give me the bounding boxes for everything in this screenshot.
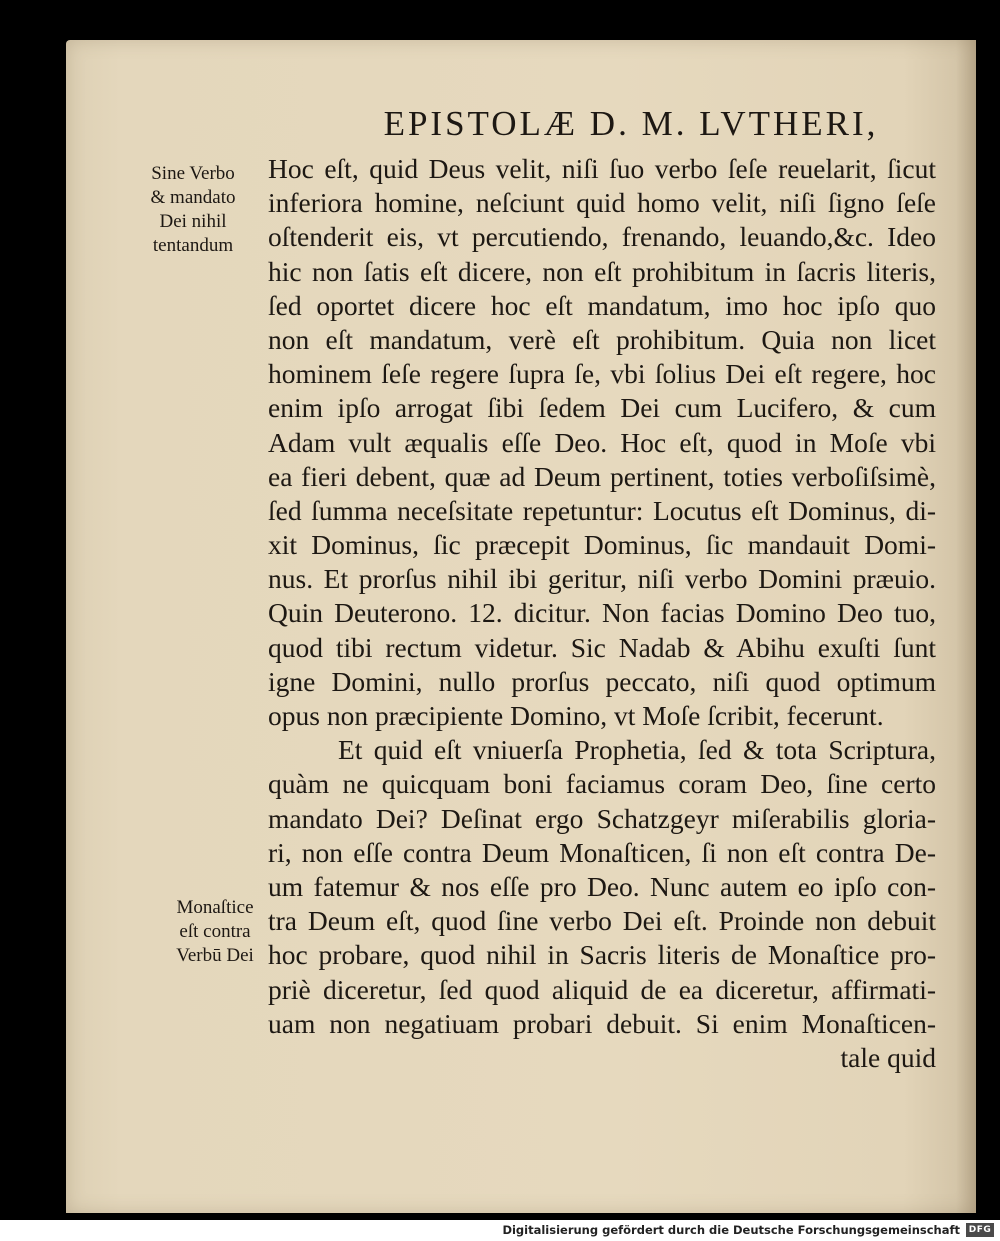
text-line: non eſt mandatum, verè eſt prohibitum. Quia non licet (268, 323, 936, 355)
text-line: opus non præcipiente Domino, vt Moſe ſcribit, fecerunt. (268, 700, 884, 731)
dfg-logo: DFG (966, 1223, 994, 1237)
margin-note-line: Dei nihil (159, 211, 227, 232)
margin-note-line: tentandum (152, 235, 234, 256)
text-line: ſed ſumma neceſsitate repetuntur: Locutus eſt Dominus, di- (268, 494, 936, 526)
text-line: Quin Deuterono. 12. dicitur. Non facias Domino Deo tuo, (268, 597, 936, 629)
catchword: tale quid (840, 1041, 936, 1073)
margin-note-line: Monaſtice (176, 897, 254, 918)
margin-note-sine-verbo (118, 162, 268, 258)
text-line: priè diceretur, ſed quod aliquid de ea diceretur, affirmati- (268, 973, 936, 1005)
margin-note-line: Sine Verbo (151, 163, 235, 184)
text-line: hominem ſeſe regere ſupra ſe, vbi ſolius Dei eſt regere, hoc (268, 358, 936, 390)
text-line: uam non negatiuam probari debuit. Si enim Monaſticen- (268, 1007, 936, 1039)
text-line: enim ipſo arrogat ſibi ſedem Dei cum Lucifero, & cum (268, 392, 936, 424)
text-line: oſtenderit eis, vt percutiendo, frenando, leuando,&c. Ideo (268, 221, 936, 253)
text-line: inferiora homine, neſciunt quid homo velit, niſi ſigno ſeſe (268, 187, 936, 219)
text-line-paragraph-start: Et quid eſt vniuerſa Prophetia, ſed & tota Scriptura, (338, 734, 936, 766)
text-line: Adam vult æqualis eſſe Deo. Hoc eſt, quod in Moſe vbi (268, 426, 936, 458)
text-line: igne Domini, nullo prorſus peccato, niſi quod optimum (268, 665, 936, 697)
text-line: ri, non eſſe contra Deum Monaſticen, ſi non eſt contra De- (268, 836, 936, 868)
text-line: ea fieri debent, quæ ad Deum pertinent, toties verboſiſsimè, (268, 460, 936, 492)
funding-notice: Digitalisierung gefördert durch die Deutsche Forschungsgemeinschaft (502, 1223, 960, 1237)
margin-note-line: Verbū Dei (176, 945, 254, 966)
text-line: xit Dominus, ſic præcepit Dominus, ſic mandauit Domi- (268, 529, 936, 561)
footer-bar (0, 1220, 1000, 1241)
text-line: Hoc eſt, quid Deus velit, niſi ſuo verbo ſeſe reuelarit, ſicut (268, 153, 936, 184)
running-head: EPISTOLÆ D. M. LVTHERI, (383, 104, 879, 143)
book-page (66, 40, 976, 1213)
text-line: tra Deum eſt, quod ſine verbo Dei eſt. Proinde non debuit (268, 905, 936, 937)
margin-note-monastice (160, 896, 270, 968)
text-line: nus. Et prorſus nihil ibi geritur, niſi verbo Domini præuio. (268, 563, 936, 595)
text-line: mandato Dei? Deſinat ergo Schatzgeyr miſerabilis gloria- (268, 802, 936, 834)
page-edge-shadow (956, 40, 976, 1213)
text-line: quàm ne quicquam boni faciamus coram Deo, ſine certo (268, 768, 936, 800)
text-line: ſed oportet dicere hoc eſt mandatum, imo hoc ipſo quo (268, 289, 936, 321)
text-line: quod tibi rectum videtur. Sic Nadab & Abihu exuſti ſunt (268, 631, 936, 663)
body-text (268, 152, 936, 1075)
text-line: hic non ſatis eſt dicere, non eſt prohibitum in ſacris literis, (268, 255, 936, 287)
text-line: hoc probare, quod nihil in Sacris literis de Monaſtice pro- (268, 939, 936, 971)
margin-note-line: eſt contra (179, 921, 251, 942)
text-line: um fatemur & nos eſſe pro Deo. Nunc autem eo ipſo con- (268, 870, 936, 902)
margin-note-line: & mandato (150, 187, 236, 208)
